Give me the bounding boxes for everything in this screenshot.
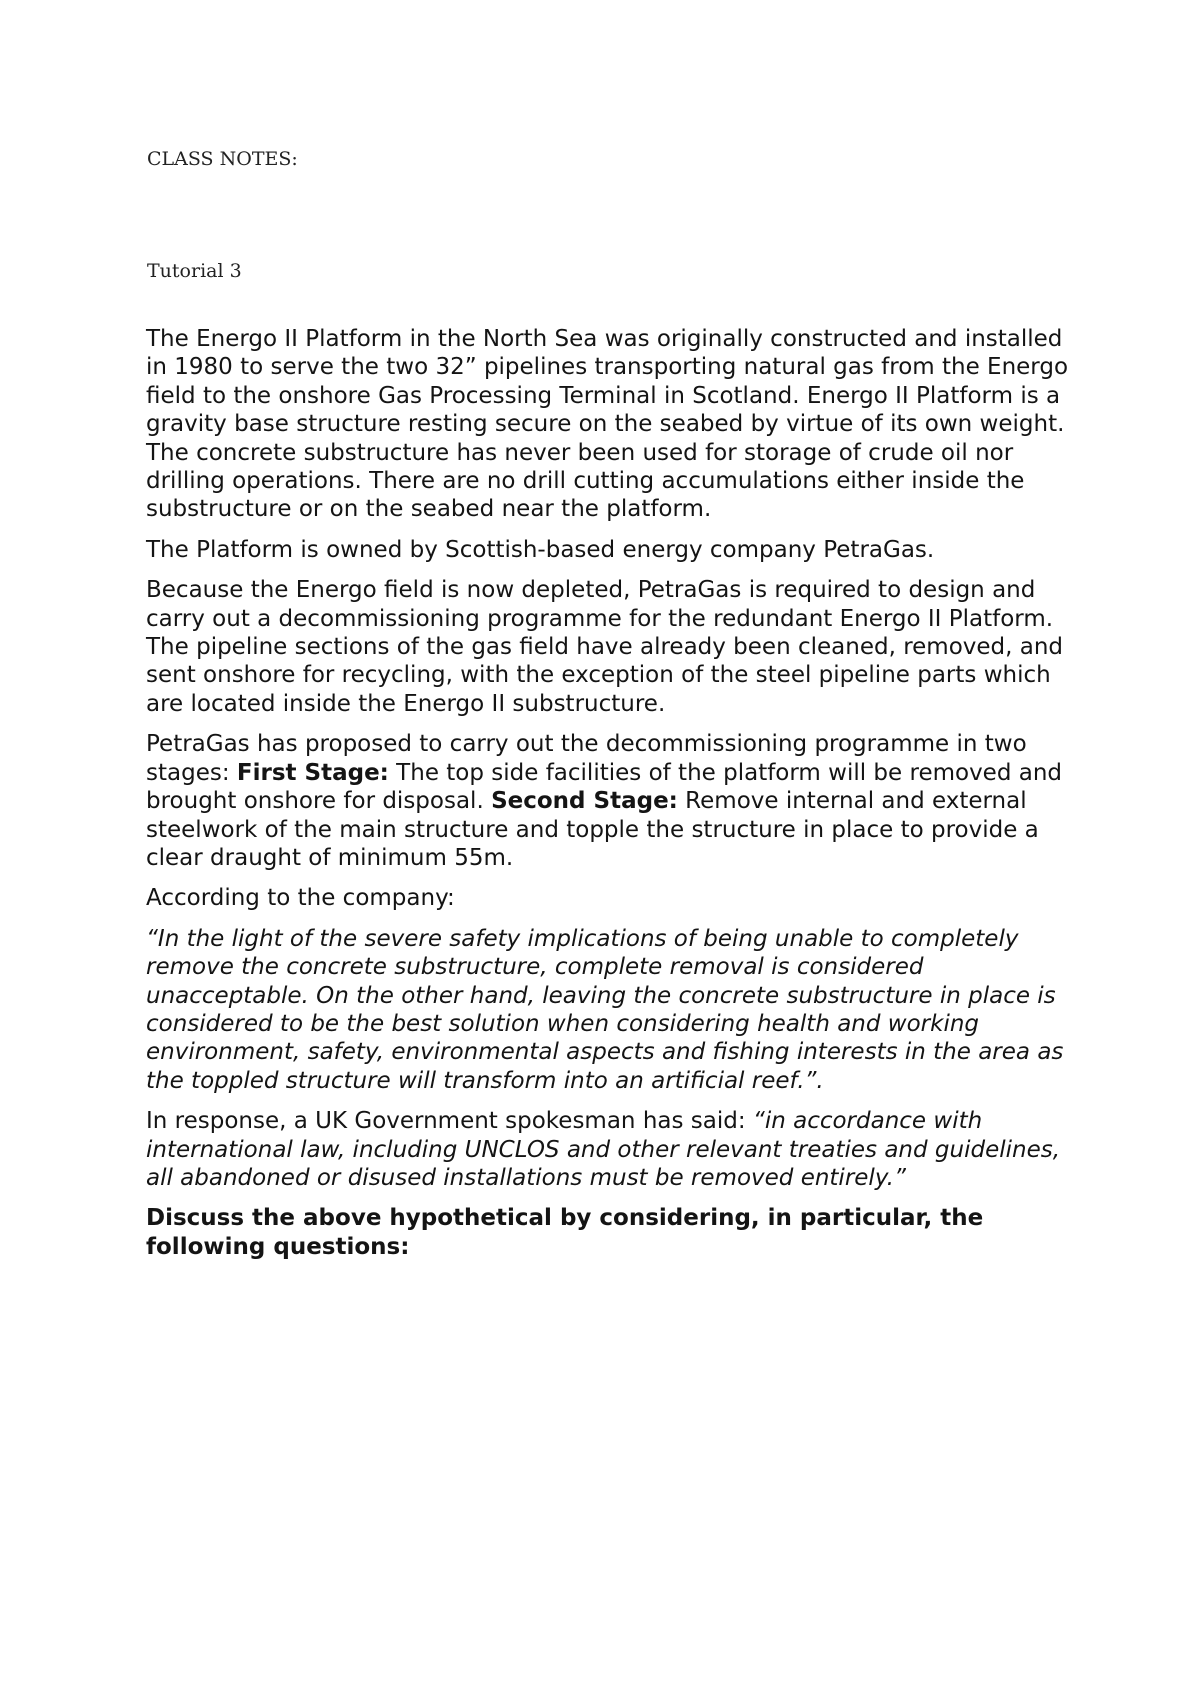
stages-intro-text: PetraGas has proposed to carry out the decommissioning programme in two stages: xyxy=(146,731,1027,786)
first-stage-text: The top side facilities of the platform will be removed and brought onshore for disposal. xyxy=(146,759,1063,815)
discussion-prompt: Discuss the above hypothetical by considering, in particular, the following questions: xyxy=(146,1205,984,1260)
tutorial-heading: Tutorial 3 xyxy=(147,260,242,282)
paragraph-ownership: The Platform is owned by Scottish-based energy company PetraGas. xyxy=(146,536,935,563)
company-quote: “In the light of the severe safety implications of being unable to completely remove the concrete substructure, complete removal is considered unacceptable. On the other hand, leaving the concrete substructure in place is considered to be the best solution when considering health and working environment, safety, environmental aspects and fishing interests in the area as the toppled structure will transform into an artificial reef.”. xyxy=(146,925,1064,1094)
paragraph-company-intro: According to the company: xyxy=(146,885,455,912)
document-body xyxy=(146,325,1081,1273)
second-stage-label: Second Stage: xyxy=(491,788,678,815)
paragraph-decommissioning-requirement: Because the Energo field is now depleted, PetraGas is required to design and carry out a decommissioning programme for the redundant Energo II Platform. The pipeline sections of the gas field have already been cleaned, removed, and sent onshore for recycling, with the exception of the steel pipeline parts which are located inside the Energo II substructure. xyxy=(146,577,1064,717)
first-stage-label: First Stage: xyxy=(236,759,389,786)
government-response-lead: In response, a UK Government spokesman has said: xyxy=(146,1108,753,1135)
paragraph-proposed-stages xyxy=(146,730,1081,872)
paragraph-government-response xyxy=(146,1107,1081,1192)
second-stage-text: Remove internal and external steelwork of the main structure and topple the structure in place to provide a clear draught of minimum 55m. xyxy=(146,788,1039,871)
class-notes-heading: CLASS NOTES: xyxy=(147,148,298,170)
paragraph-platform-description: The Energo II Platform in the North Sea was originally constructed and installed in 1980 to serve the two 32” pipelines transporting natural gas from the Energo field to the onshore Gas Processing Terminal in Scotland. Energo II Platform is a gravity base structure resting secure on the seabed by virtue of its own weight. The concrete substructure has never been used for storage of crude oil nor drilling operations. There are no drill cutting accumulations either inside the substructure or on the seabed near the platform. xyxy=(146,326,1069,523)
government-quote: “in accordance with international law, including UNCLOS and other relevant treaties and guidelines, all abandoned or disused installations must be removed entirely.” xyxy=(146,1108,1061,1191)
